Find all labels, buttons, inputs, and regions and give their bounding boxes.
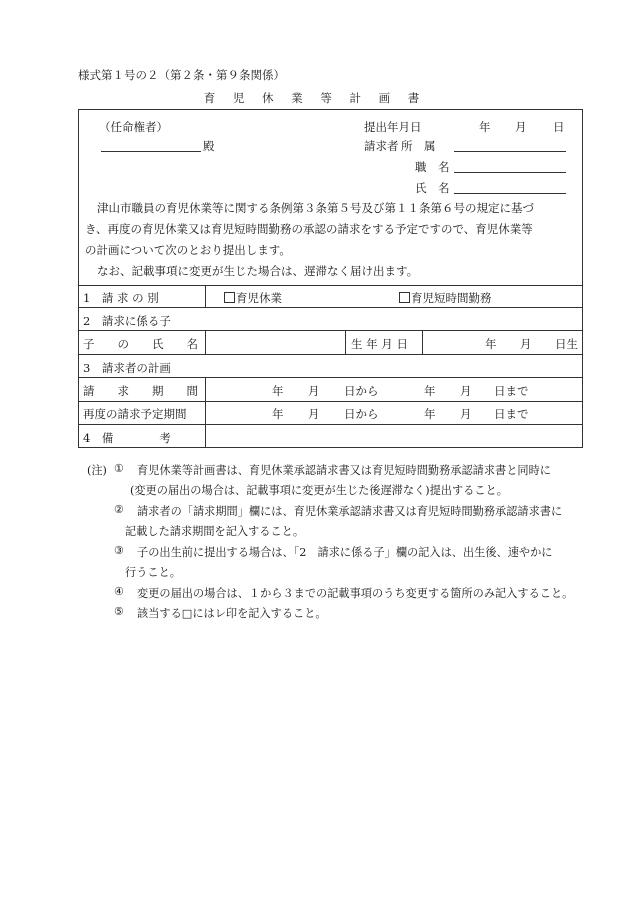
- child-name-label: 子 の 氏 名: [83, 337, 198, 351]
- divider: [79, 354, 582, 355]
- period-from-year: 年: [272, 384, 284, 398]
- submission-year: 年: [479, 120, 491, 134]
- name-label: 氏 名: [415, 181, 450, 195]
- request-period-label: 請 求 期 間: [83, 384, 198, 398]
- re-period-from-day: 日から: [344, 407, 379, 421]
- affiliation-field[interactable]: [454, 138, 566, 152]
- re-period-to-year: 年: [424, 407, 436, 421]
- honorific: 殿: [203, 139, 215, 153]
- checkbox[interactable]: [224, 292, 235, 303]
- note-2-line-2: 記載した請求期間を記入すること。: [125, 525, 305, 538]
- submission-day: 日: [553, 120, 565, 134]
- name-field[interactable]: [454, 180, 566, 194]
- plan-section-label: 3 請求者の計画: [83, 361, 171, 375]
- note-2-mark: ②: [114, 503, 125, 516]
- divider: [422, 330, 423, 354]
- position-field[interactable]: [454, 159, 566, 173]
- child-name-field[interactable]: [206, 331, 344, 353]
- divider: [79, 377, 582, 378]
- notes-prefix: (注): [87, 464, 107, 477]
- submission-date-label: 提出年月日: [364, 120, 422, 134]
- authority-name-field[interactable]: [101, 138, 201, 152]
- note-1-line-2: (変更の届出の場合は、記載事項に変更が生じた後遅滞なく)提出すること。: [130, 484, 508, 497]
- remarks-label: 4 備 考: [83, 431, 171, 445]
- option-short-time-work[interactable]: 育児短時間勤務: [399, 290, 492, 306]
- period-to-day: 日まで: [494, 384, 529, 398]
- period-to-month: 月: [460, 384, 472, 398]
- form-number: 様式第１号の２（第２条・第９条関係）: [78, 68, 285, 82]
- note-4-mark: ④: [114, 585, 125, 598]
- checkbox[interactable]: [399, 292, 410, 303]
- request-type-label: 1 請 求 の 別: [83, 291, 159, 305]
- divider: [345, 330, 346, 354]
- note-3-line-1: 子の出生前に提出する場合は、「2 請求に係る子」欄の記入は、出生後、速やかに: [137, 546, 553, 559]
- note-1-line-1: 育児休業等計画書は、育児休業承認請求書又は育児短時間勤務承認請求書と同時に: [137, 464, 551, 477]
- note-4: 変更の届出の場合は、１から３までの記載事項のうち変更する箇所のみ記入すること。: [137, 587, 574, 600]
- note-5: 該当する□にはレ印を記入すること。: [137, 607, 327, 620]
- authority-label: （任命権者）: [99, 120, 168, 134]
- re-period-from-month: 月: [308, 407, 320, 421]
- page-title: 育 児 休 業 等 計 画 書: [203, 91, 427, 105]
- note-3-line-2: 行うこと。: [125, 566, 181, 579]
- note-1-mark: ①: [114, 462, 125, 475]
- body-line-3: の計画について次のとおり提出します。: [85, 243, 291, 257]
- note-2-line-1: 請求者の「請求期間」欄には、育児休業承認請求書又は育児短時間勤務承認請求書に: [137, 505, 563, 518]
- re-period-to-month: 月: [460, 407, 472, 421]
- remarks-field[interactable]: [206, 425, 582, 447]
- position-label: 職 名: [415, 160, 450, 174]
- divider: [205, 285, 206, 307]
- birth-month: 月: [520, 337, 532, 351]
- form-box: [78, 109, 583, 448]
- period-from-day: 日から: [344, 384, 379, 398]
- option-childcare-leave[interactable]: 育児休業: [224, 290, 282, 306]
- submission-month: 月: [515, 120, 527, 134]
- affiliation-label: 所 属: [401, 139, 436, 153]
- divider: [79, 401, 582, 402]
- body-line-2: き、再度の育児休業又は育児短時間勤務の承認の請求をする予定ですので、育児休業等: [85, 222, 533, 236]
- re-request-period-label: 再度の請求予定期間: [83, 407, 187, 421]
- re-period-to-day: 日まで: [494, 407, 529, 421]
- body-line-4: なお、記載事項に変更が生じた場合は、遅滞なく届け出ます。: [97, 264, 419, 278]
- note-5-mark: ⑤: [114, 605, 125, 618]
- requester-label: 請求者: [364, 139, 399, 153]
- period-from-month: 月: [308, 384, 320, 398]
- re-period-from-year: 年: [272, 407, 284, 421]
- child-section-label: 2 請求に係る子: [83, 314, 171, 328]
- divider: [79, 285, 582, 286]
- period-to-year: 年: [424, 384, 436, 398]
- note-3-mark: ③: [114, 544, 125, 557]
- body-line-1: 津山市職員の育児休業等に関する条例第３条第５号及び第１１条第６号の規定に基づ: [97, 201, 534, 215]
- divider: [79, 307, 582, 308]
- birth-date-label: 生 年 月 日: [351, 337, 408, 351]
- birth-day: 日生: [555, 337, 578, 351]
- birth-year: 年: [485, 337, 497, 351]
